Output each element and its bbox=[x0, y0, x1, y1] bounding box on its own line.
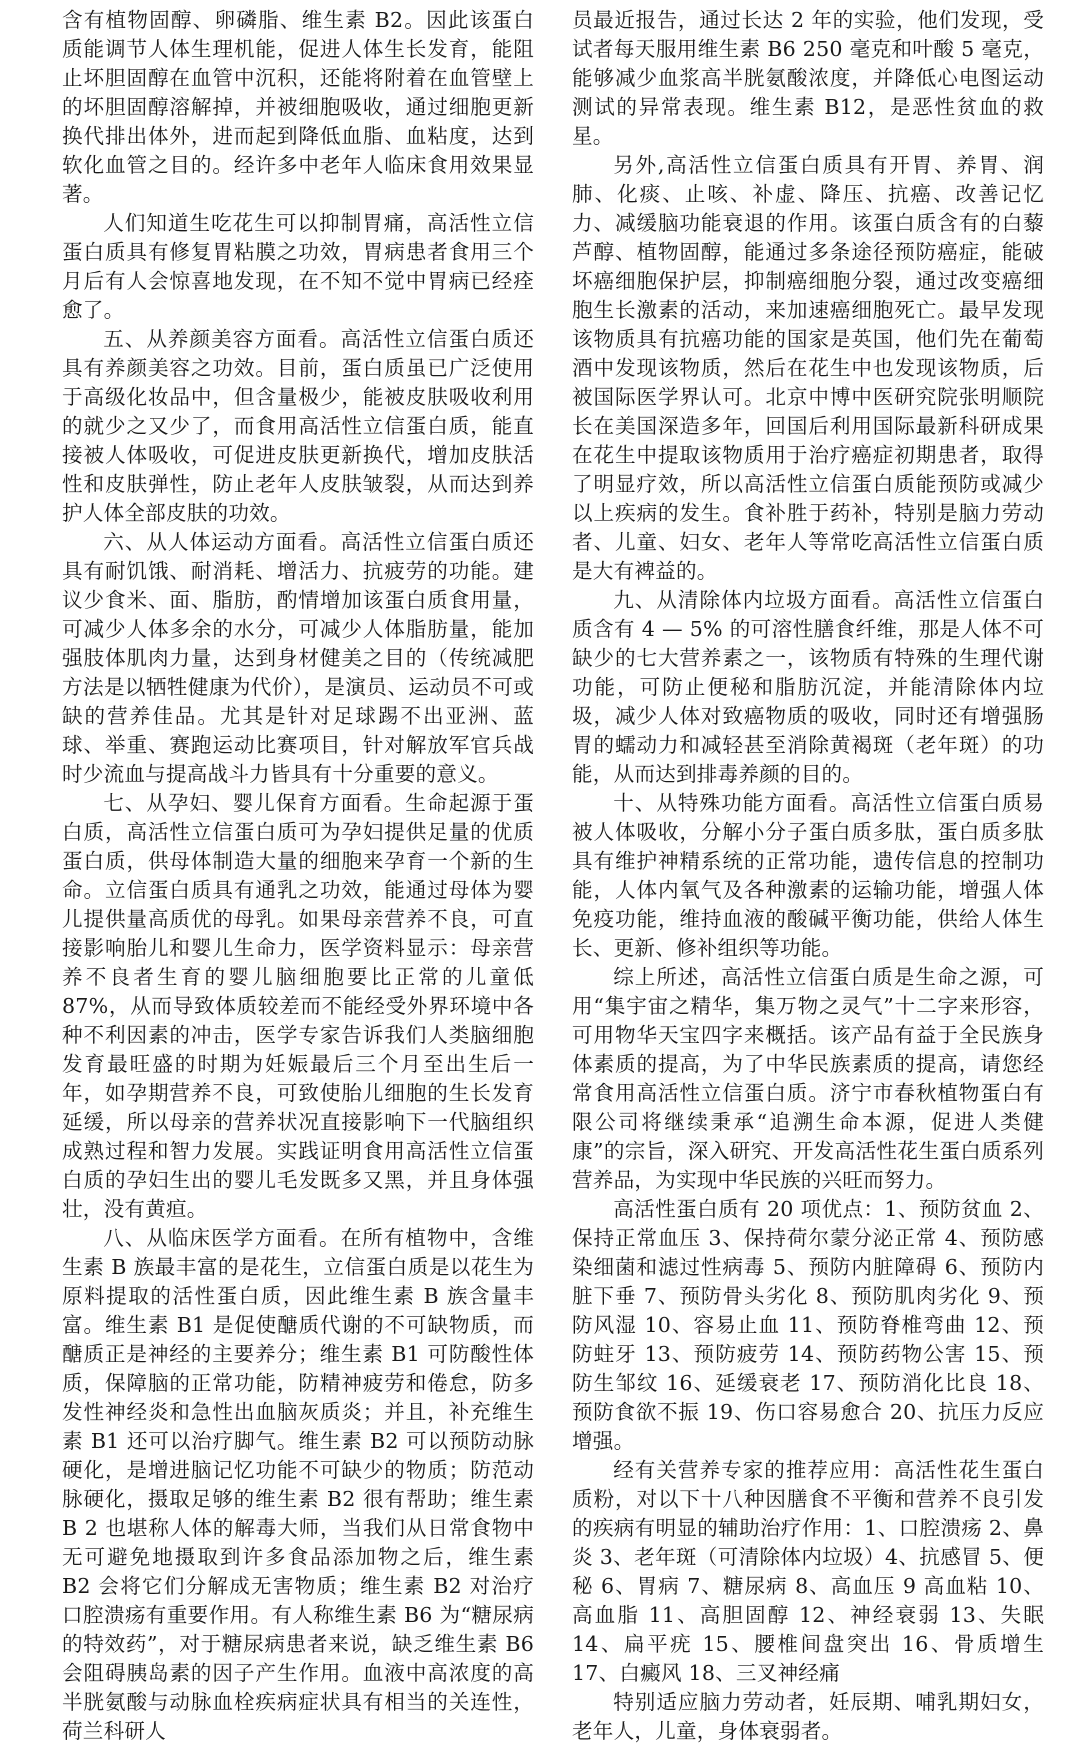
paragraph-summary: 综上所述，高活性立信蛋白质是生命之源，可用“集宇宙之精华，集万物之灵气”十二字来形容，可用物华天宝四字来概括。该产品有益于全民族身体素质的提高，为了中华民族素质的提高，请您经常食用高活性立信蛋白质。济宁市春秋植物蛋白有限公司将继续秉承“追溯生命本源，促进人类健康”的宗旨，深入研究、开发高活性花生蛋白质系列营养品，为实现中华民族的兴旺而努力。 bbox=[572, 965, 1044, 1192]
paragraph-section-9-detox: 九、从清除体内垃圾方面看。高活性立信蛋白质含有 4 — 5% 的可溶性膳食纤维，那是人体不可缺少的七大营养素之一，该物质有特殊的生理代谢功能，可防止便秘和脂肪沉淀，并能清除体内垃圾，减少人体对致癌物质的吸收，同时还有增强肠胃的蠕动力和减轻甚至消除黄褐斑（老年斑）的功能，从而达到排毒养颜的目的。 bbox=[572, 588, 1044, 786]
paragraph-section-8-continued: 员最近报告，通过长达 2 年的实验，他们发现，受试者每天服用维生素 B6 250 毫克和叶酸 5 毫克，能够减少血浆高半胱氨酸浓度，并降低心电图运动测试的异常表现。维生素 B12，是恶性贫血的救星。 bbox=[572, 8, 1044, 148]
right-column bbox=[572, 6, 1044, 1743]
paragraph-stomach: 人们知道生吃花生可以抑制胃痛，高活性立信蛋白质具有修复胃粘膜之功效，胃病患者食用三个月后有人会惊喜地发现，在不知不觉中胃病已经痊愈了。 bbox=[62, 211, 534, 322]
paragraph-section-7-pregnancy: 七、从孕妇、婴儿保育方面看。生命起源于蛋白质，高活性立信蛋白质可为孕妇提供足量的优质蛋白质，供母体制造大量的细胞来孕育一个新的生命。立信蛋白质具有通乳之功效，能通过母体为婴儿提供量高质优的母乳。如果母亲营养不良，可直接影响胎儿和婴儿生命力，医学资料显示：母亲营养不良者生育的婴儿脑细胞要比正常的儿童低 87%，从而导致体质较差而不能经受外界环境中各种不利因素的冲击，医学专家告诉我们人类脑细胞发育最旺盛的时期为妊娠最后三个月至出生后一年，如孕期营养不良，可致使胎儿细胞的生长发育延缓，所以母亲的营养状况直接影响下一代脑组织成熟过程和智力发展。实践证明食用高活性立信蛋白质的孕妇生出的婴儿毛发既多又黑，并且身体强壮，没有黄疸。 bbox=[62, 791, 534, 1221]
paragraph-section-8-clinical: 八、从临床医学方面看。在所有植物中，含维生素 B 族最丰富的是花生，立信蛋白质是以花生为原料提取的活性蛋白质，因此维生素 B 族含量丰富。维生素 B1 是促使醣质代谢的不可缺物质，而醣质正是神经的主要养分；维生素 B1 可防酸性体质，保障脑的正常功能，防精神疲劳和倦怠，防多发性神经炎和急性出血脑灰质炎；并且，补充维生素 B1 还可以治疗脚气。维生素 B2 可以预防动脉硬化，是增进脑记忆功能不可缺少的物质；防范动脉硬化，摄取足够的维生素 B2 很有帮助；维生素 B 2 也堪称人体的解毒大师，当我们从日常食物中无可避免地摄取到许多食品添加物之后，维生素 B2 会将它们分解成无害物质；维生素 B2 对治疗口腔溃疡有重要作用。有人称维生素 B6 为“糖尿病的特效药”，对于糖尿病患者来说，缺乏维生素 B6 会阻碍胰岛素的因子产生作用。血液中高浓度的高半胱氨酸与动脉血栓疾病症状具有相当的关连性，荷兰科研人 bbox=[62, 1226, 534, 1743]
paragraph-18-conditions: 经有关营养专家的推荐应用：高活性花生蛋白质粉，对以下十八种因膳食不平衡和营养不良引发的疾病有明显的辅助治疗作用：1、口腔溃疡 2、鼻炎 3、老年斑（可清除体内垃圾）4、抗感冒 5、便秘 6、胃病 7、糖尿病 8、高血压 9 高血粘 10、高血脂 11、高胆固醇 12、神经衰弱 13、失眠 14、扁平疣 15、腰椎间盘突出 16、骨质增生 17、白癜风 18、三叉神经痛 bbox=[572, 1458, 1044, 1685]
paragraph-20-advantages: 高活性蛋白质有 20 项优点：1、预防贫血 2、保持正常血压 3、保持荷尔蒙分泌正常 4、预防感染细菌和滤过性病毒 5、预防内脏障碍 6、预防内脏下垂 7、预防骨头劣化 8、预防肌肉劣化 9、预防风湿 10、容易止血 11、预防脊椎弯曲 12、预防蛀牙 13、预防疲劳 14、预防药物公害 15、预防生邹纹 16、延缓衰老 17、预防消化比良 18、预防食欲不振 19、伤口容易愈合 20、抗压力反应增强。 bbox=[572, 1197, 1044, 1453]
paragraph-section-6-sports: 六、从人体运动方面看。高活性立信蛋白质还具有耐饥饿、耐消耗、增活力、抗疲劳的功能。建议少食米、面、脂肪，酌情增加该蛋白质食用量，可减少人体多余的水分，可减少人体脂肪量，能加强肢体肌肉力量，达到身材健美之目的（传统减肥方法是以牺牲健康为代价），是演员、运动员不可或缺的营养佳品。尤其是针对足球踢不出亚洲、蓝球、举重、赛跑运动比赛项目，针对解放军官兵战时少流血与提高战斗力皆具有十分重要的意义。 bbox=[62, 530, 534, 786]
paragraph-blood-lipids-continued: 含有植物固醇、卵磷脂、维生素 B2。因此该蛋白质能调节人体生理机能，促进人体生长发育，能阻止坏胆固醇在血管中沉积，还能将附着在血管壁上的坏胆固醇溶解掉，并被细胞吸收，通过细胞更新换代排出体外，进而起到降低血脂、血粘度，达到软化血管之目的。经许多中老年人临床食用效果显著。 bbox=[62, 8, 534, 206]
paragraph-section-5-beauty: 五、从养颜美容方面看。高活性立信蛋白质还具有养颜美容之功效。目前，蛋白质虽已广泛使用于高级化妆品中，但含量极少，能被皮肤吸收利用的就少之又少了，而食用高活性立信蛋白质，能直接被人体吸收，可促进皮肤更新换代，增加皮肤活性和皮肤弹性，防止老年人皮肤皱裂，从而达到养护人体全部皮肤的功效。 bbox=[62, 327, 534, 525]
paragraph-target-groups: 特别适应脑力劳动者，妊辰期、哺乳期妇女，老年人，儿童，身体衰弱者。 bbox=[572, 1690, 1044, 1743]
paragraph-anticancer: 另外,高活性立信蛋白质具有开胃、养胃、润肺、化痰、止咳、补虚、降压、抗癌、改善记忆力、减缓脑功能衰退的作用。该蛋白质含有的白藜芦醇、植物固醇，能通过多条途径预防癌症，能破坏癌细胞保护层，抑制癌细胞分裂，通过改变癌细胞生长激素的活动，来加速癌细胞死亡。最早发现该物质具有抗癌功能的国家是英国，他们先在葡萄酒中发现该物质，然后在花生中也发现该物质，后被国际医学界认可。北京中博中医研究院张明顺院长在美国深造多年，回国后利用国际最新科研成果在花生中提取该物质用于治疗癌症初期患者，取得了明显疗效，所以高活性立信蛋白质能预防或减少以上疾病的发生。食补胜于药补，特别是脑力劳动者、儿童、妇女、老年人等常吃高活性立信蛋白质是大有裨益的。 bbox=[572, 153, 1044, 583]
left-column bbox=[62, 6, 534, 1743]
paragraph-section-10-special: 十、从特殊功能方面看。高活性立信蛋白质易被人体吸收，分解小分子蛋白质多肽，蛋白质多肽具有维护神精系统的正常功能，遗传信息的控制功能，人体内氧气及各种激素的运输功能，增强人体免疫功能，维持血液的酸碱平衡功能，供给人体生长、更新、修补组织等功能。 bbox=[572, 791, 1044, 960]
